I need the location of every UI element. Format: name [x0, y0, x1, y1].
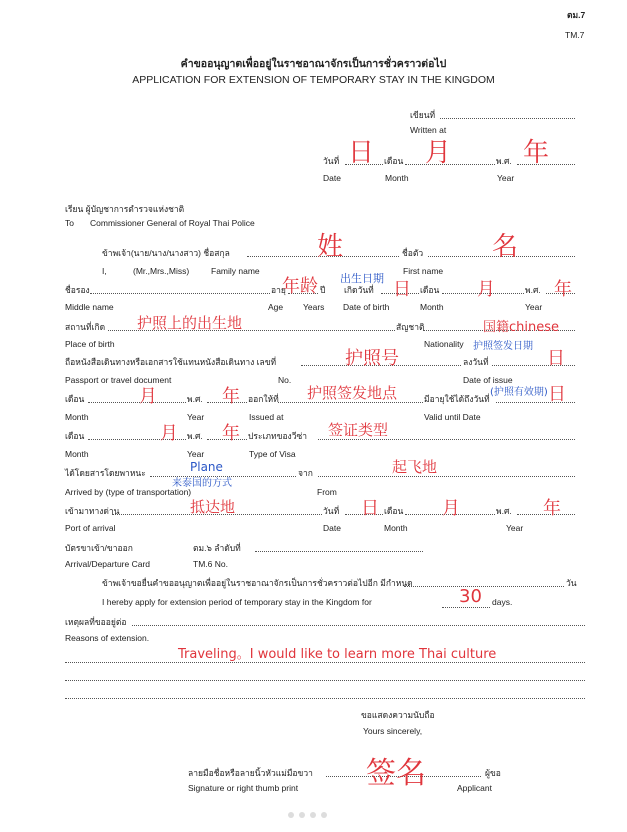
birth-year-fill: 年: [554, 279, 572, 300]
birth-date-th: เกิดวันที่: [344, 285, 374, 295]
passport-no-en: No.: [278, 375, 292, 385]
birth-day-fill: 日: [393, 279, 411, 300]
reasons-line-4[interactable]: [65, 698, 585, 699]
birth-place-th: สถานที่เกิด: [65, 322, 106, 332]
to-en: Commissioner General of Royal Thai Police: [90, 218, 255, 228]
issued-month-th: เดือน: [65, 394, 85, 404]
issued-at-th: ออกให้ที่: [248, 394, 279, 404]
port-day-th: วันที่: [323, 506, 340, 516]
nationality-fill: 国籍chinese: [483, 320, 560, 335]
visa-month-fill: 月: [160, 423, 178, 444]
birth-month-fill: 月: [477, 279, 495, 300]
issued-at-en: Issued at: [249, 412, 284, 422]
plane-fill: Plane: [190, 460, 223, 474]
apply-days-line-en[interactable]: [442, 607, 490, 608]
years-en: Years: [303, 302, 325, 312]
apply-en: I hereby apply for extension period of temporary stay in the Kingdom for: [102, 597, 372, 607]
arrival-from-en: From: [317, 487, 337, 497]
page-dot[interactable]: [310, 812, 316, 818]
birth-note: 出生日期: [340, 272, 384, 285]
first-name-th: ชื่อตัว: [402, 248, 424, 258]
date-day-th: วันที่: [323, 156, 340, 166]
title-th: คำขออนุญาตเพื่ออยู่ในราชอาณาจักรเป็นการชั่วคราวต่อไป: [180, 58, 447, 70]
closing-en: Yours sincerely,: [363, 726, 423, 736]
page-dot[interactable]: [288, 812, 294, 818]
port-en: Port of arrival: [65, 523, 116, 533]
page-dot[interactable]: [299, 812, 305, 818]
visa-month-th: เดือน: [65, 431, 85, 441]
visa-type-th: ประเภทของวีซ่า: [248, 431, 308, 441]
arrival-from-line[interactable]: [318, 476, 575, 477]
reasons-th: เหตุผลที่ขออยู่ต่อ: [65, 617, 127, 627]
port-month-fill: 月: [442, 498, 460, 519]
apply-th: ข้าพเจ้าขอยื่นคำขออนุญาตเพื่ออยู่ในราชอาณาจักรเป็นการชั่วคราวต่อไปอีก มีกำหนด: [102, 578, 413, 588]
apply-days-th: วัน: [566, 578, 577, 588]
port-fill: 抵达地: [190, 498, 236, 516]
reasons-line-2[interactable]: [65, 662, 585, 663]
port-year-fill: 年: [543, 498, 561, 519]
passport-date-en: Date of issue: [463, 375, 513, 385]
card-th: บัตรขาเข้า/ขาออก: [65, 543, 133, 553]
first-name-fill: 名: [492, 232, 519, 262]
issued-month-en: Month: [65, 412, 89, 422]
issued-month-fill: 月: [139, 386, 157, 407]
tm6-th: ตม.๖ ลำดับที่: [193, 543, 241, 553]
to-th: เรียน ผู้บัญชาการตำรวจแห่งชาติ: [65, 204, 185, 214]
form-code-th: ตม.7: [567, 10, 586, 20]
issued-month-line[interactable]: [88, 402, 186, 403]
valid-until-th: มีอายุใช้ได้ถึงวันที่: [424, 394, 490, 404]
name-title-en: (Mr.,Mrs.,Miss): [133, 266, 190, 276]
family-name-en: Family name: [211, 266, 260, 276]
visa-year-en: Year: [187, 449, 205, 459]
issued-year-th: พ.ศ.: [187, 394, 203, 404]
passport-no-fill: 护照号: [345, 348, 399, 369]
applicant-en: Applicant: [457, 783, 492, 793]
port-year-th: พ.ศ.: [496, 506, 512, 516]
issued-at-fill: 护照签发地点: [307, 384, 398, 402]
visa-year-fill: 年: [222, 423, 240, 444]
written-at-en: Written at: [410, 125, 447, 135]
written-at-th: เขียนที่: [410, 110, 436, 120]
passport-label-th: ถือหนังสือเดินทางหรือเอกสารใช้แทนหนังสือเดินทาง เลขที่: [65, 357, 277, 367]
port-day-fill: 日: [361, 498, 379, 519]
form-code-en: TM.7: [565, 30, 585, 40]
visa-type-en: Type of Visa: [249, 449, 296, 459]
closing-th: ขอแสดงความนับถือ: [361, 710, 435, 720]
issued-year-fill: 年: [222, 386, 240, 407]
port-year-en: Year: [506, 523, 524, 533]
birth-year-th: พ.ศ.: [525, 285, 541, 295]
apply-days-line-th[interactable]: [404, 586, 564, 587]
name-label-th: ข้าพเจ้า(นาย/นาง/นางสาว) ชื่อสกุล: [102, 248, 230, 258]
date-en: Date: [323, 173, 341, 183]
first-name-en: First name: [403, 266, 444, 276]
birth-date-en: Date of birth: [343, 302, 390, 312]
signature-fill: 签名: [366, 756, 426, 791]
family-name-fill: 姓: [317, 232, 344, 262]
birth-place-en: Place of birth: [65, 339, 115, 349]
years-th: ปี: [320, 285, 326, 295]
middle-name-th: ชื่อรอง: [65, 285, 90, 295]
passport-date-th: ลงวันที่: [463, 357, 489, 367]
date-month-fill: 月: [425, 138, 452, 168]
arrival-by-en: Arrived by (type of transportation): [65, 487, 192, 497]
port-th: เข้ามาทางด่าน: [65, 506, 120, 516]
written-at-line[interactable]: [440, 118, 575, 119]
date-day-fill: 日: [348, 138, 375, 168]
reasons-line-1[interactable]: [132, 625, 585, 626]
to-label-en: To: [65, 218, 74, 228]
arrival-by-th: ได้โดยสารโดยพาหนะ: [65, 468, 146, 478]
age-en: Age: [268, 302, 284, 312]
signature-th: ลายมือชื่อหรือลายนิ้วหัวแม่มือขวา: [188, 768, 313, 778]
middle-name-line[interactable]: [90, 293, 270, 294]
tm6-line[interactable]: [255, 551, 423, 552]
issue-date-note: 护照签发日期: [473, 341, 533, 352]
age-th: อายุ: [271, 285, 286, 295]
date-year-fill: 年: [523, 138, 550, 168]
nationality-th: สัญชาติ: [396, 322, 425, 332]
port-month-en: Month: [384, 523, 408, 533]
age-fill: 年龄: [282, 276, 318, 297]
date-year-en: Year: [497, 173, 515, 183]
page-dot[interactable]: [321, 812, 327, 818]
birth-month-th: เดือน: [420, 285, 440, 295]
date-year-th: พ.ศ.: [496, 156, 512, 166]
apply-days-fill: 30: [459, 586, 482, 607]
arrival-from-th: จาก: [298, 468, 313, 478]
arrival-from-fill: 起飞地: [392, 458, 438, 476]
reasons-en: Reasons of extension.: [65, 633, 150, 643]
visa-year-th: พ.ศ.: [187, 431, 203, 441]
applicant-th: ผู้ขอ: [485, 768, 501, 778]
valid-day-fill: 日: [548, 384, 566, 405]
reasons-line-3[interactable]: [65, 680, 585, 681]
card-en: Arrival/Departure Card: [65, 559, 151, 569]
birth-year-en: Year: [525, 302, 543, 312]
reasons-fill: Traveling。I would like to learn more Thai culture: [178, 647, 497, 662]
valid-until-en: Valid until Date: [424, 412, 481, 422]
birth-place-fill: 护照上的出生地: [137, 314, 243, 332]
valid-note: (护照有效期): [490, 387, 548, 398]
signature-en: Signature or right thumb print: [188, 783, 299, 793]
nationality-en: Nationality: [424, 339, 464, 349]
apply-days-en: days.: [492, 597, 513, 607]
tm6-en: TM.6 No.: [193, 559, 228, 569]
plane-note: 来泰国的方式: [172, 478, 232, 489]
date-month-en: Month: [385, 173, 409, 183]
passport-day-fill: 日: [547, 348, 565, 369]
visa-type-fill: 签证类型: [328, 421, 389, 439]
middle-name-en: Middle name: [65, 302, 114, 312]
name-i-en: I,: [102, 266, 107, 276]
passport-label-en: Passport or travel document: [65, 375, 172, 385]
visa-month-en: Month: [65, 449, 89, 459]
title-en: APPLICATION FOR EXTENSION OF TEMPORARY STAY IN THE KINGDOM: [132, 74, 495, 86]
birth-month-en: Month: [420, 302, 444, 312]
port-month-th: เดือน: [384, 506, 404, 516]
issued-year-en: Year: [187, 412, 205, 422]
date-month-th: เดือน: [384, 156, 404, 166]
port-date-en: Date: [323, 523, 341, 533]
